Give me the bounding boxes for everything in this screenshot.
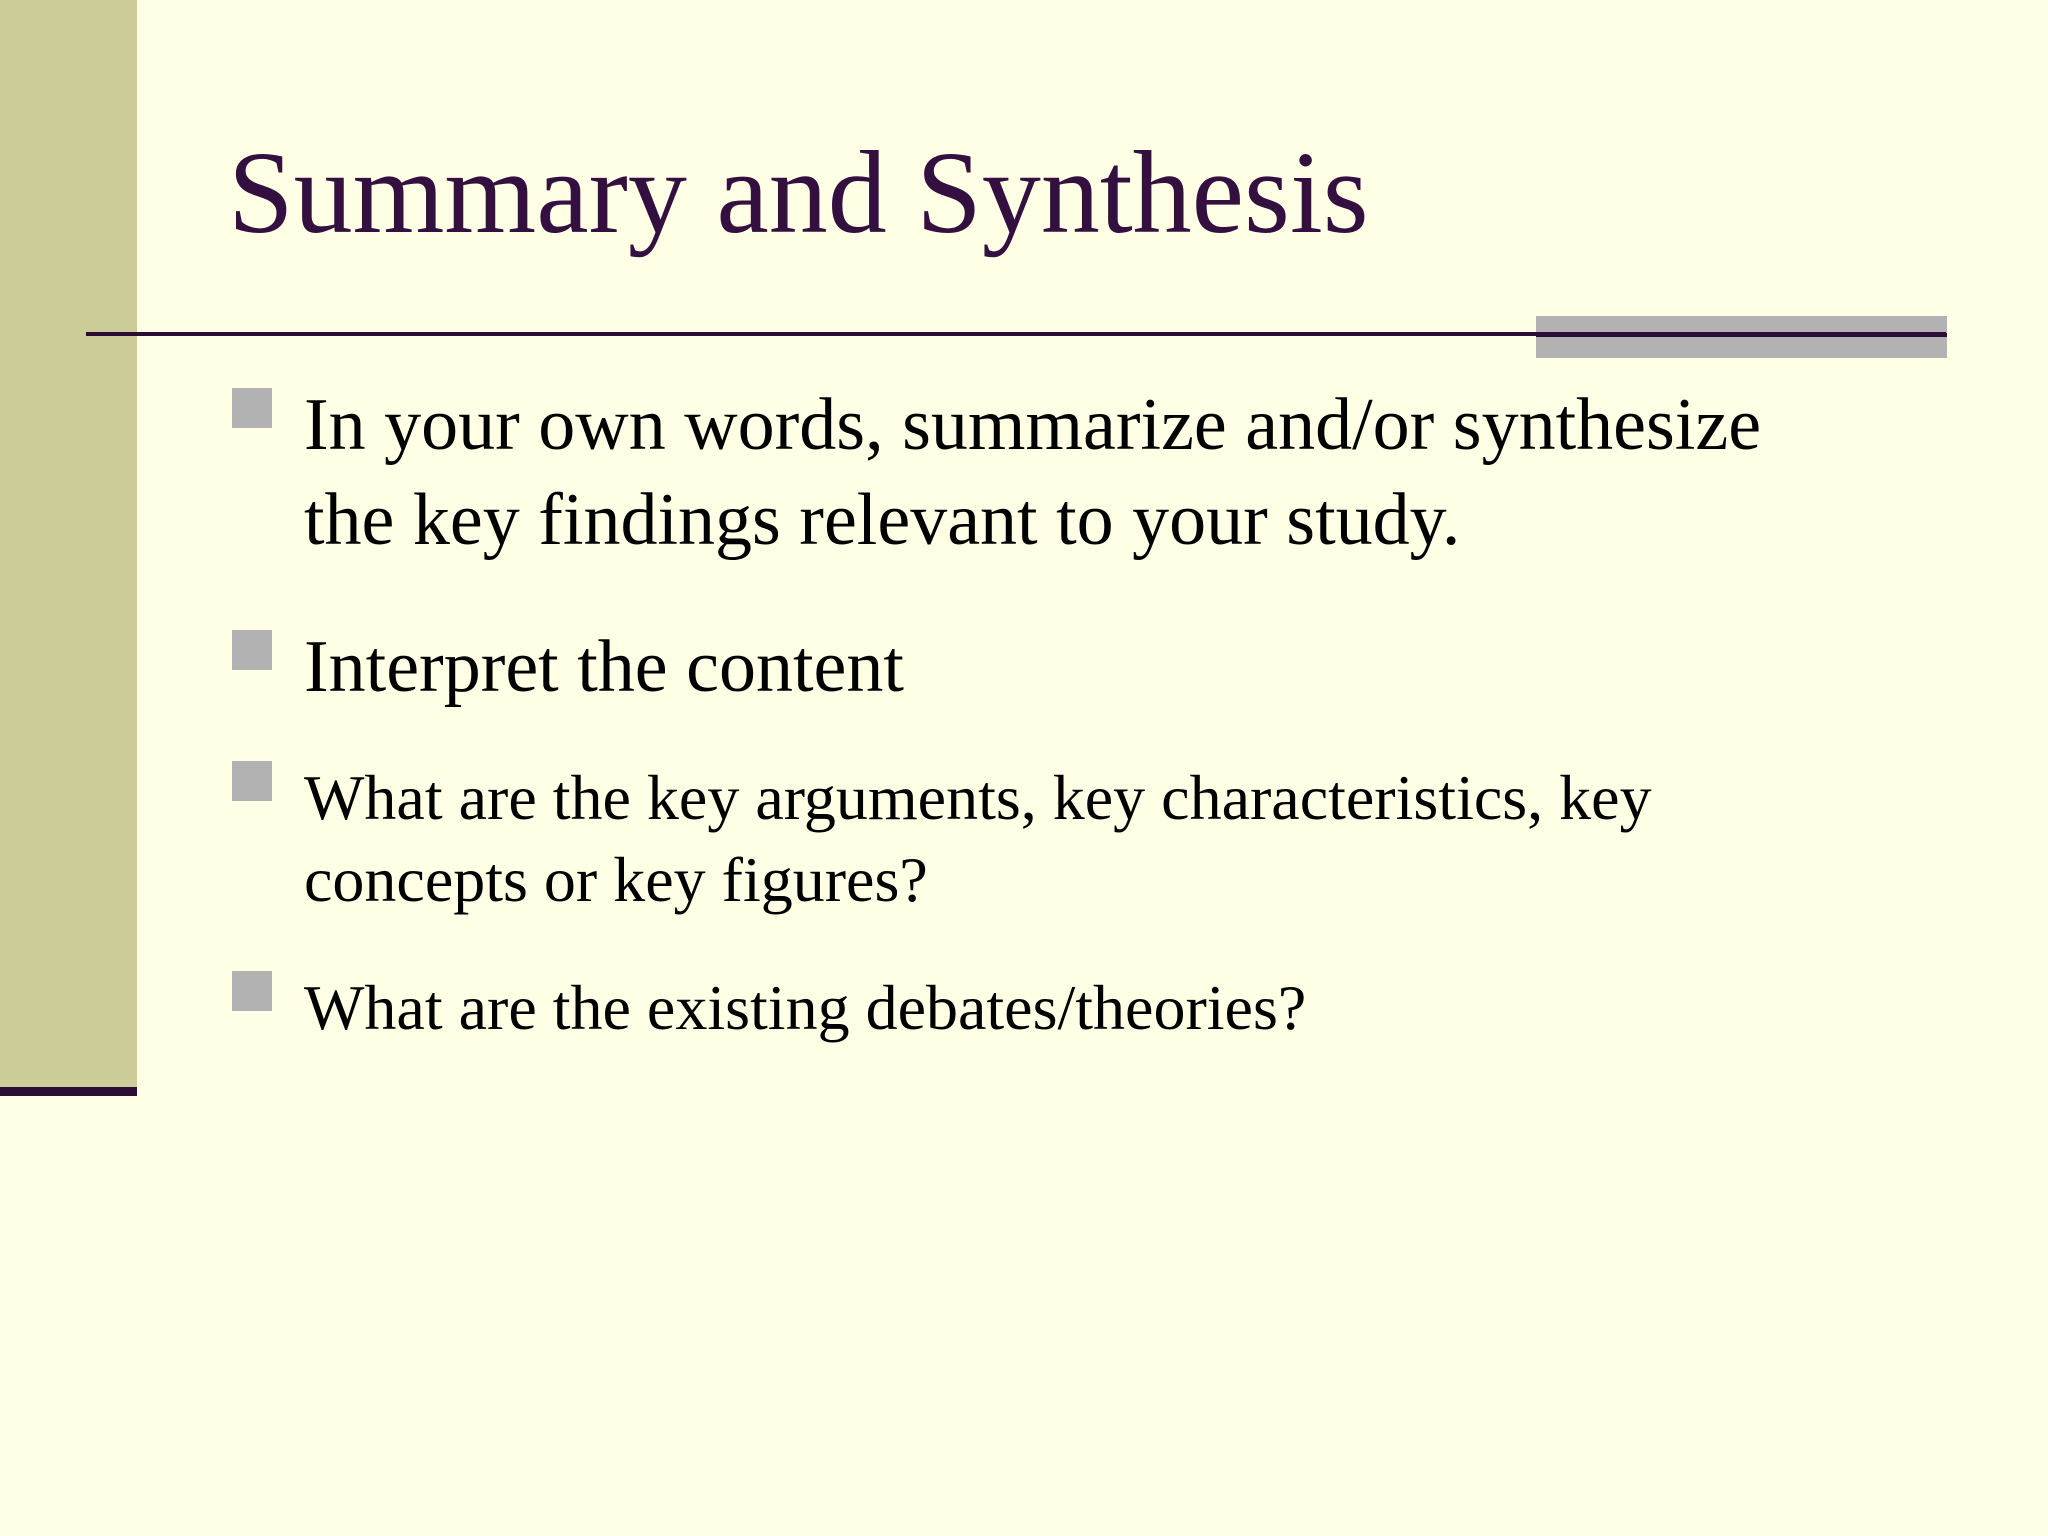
bullet-text: Interpret the content xyxy=(304,626,904,708)
square-bullet-icon xyxy=(232,630,272,670)
bullet-item-summarize xyxy=(230,378,1790,568)
square-bullet-icon xyxy=(232,761,272,801)
bullet-list xyxy=(230,378,1790,1049)
left-sidebar-bar xyxy=(0,0,137,1087)
square-bullet-icon xyxy=(232,971,272,1011)
sidebar-underline xyxy=(0,1087,137,1096)
bullet-item-key-arguments xyxy=(230,757,1790,921)
bullet-item-debates xyxy=(230,967,1790,1049)
title-rule-accent xyxy=(1536,316,1947,358)
slide-title: Summary and Synthesis xyxy=(228,127,1369,258)
bullet-text: What are the existing debates/theories? xyxy=(304,972,1307,1043)
title-rule-accent-line xyxy=(1536,333,1947,337)
square-bullet-icon xyxy=(232,388,272,428)
bullet-text: What are the key arguments, key characteristics, key concepts or key figures? xyxy=(304,762,1652,915)
bullet-item-interpret xyxy=(230,620,1790,715)
bullet-text: In your own words, summarize and/or synthesize the key findings relevant to your study. xyxy=(304,384,1762,561)
